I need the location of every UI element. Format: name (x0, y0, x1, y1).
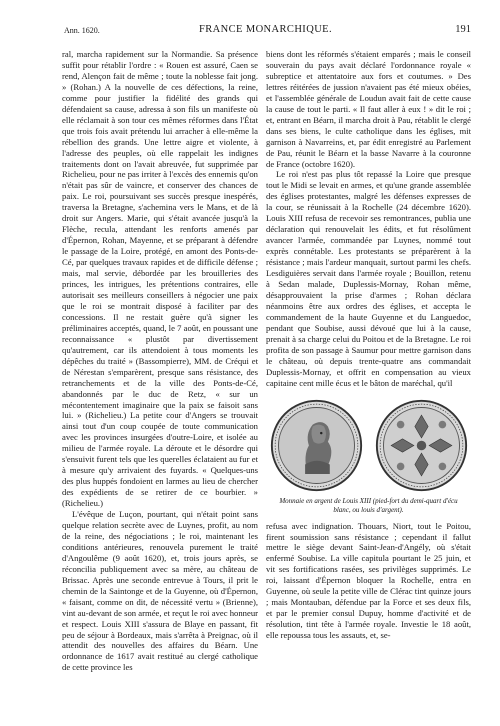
header-year: Ann. 1620. (64, 26, 100, 35)
coin-reverse-image (374, 398, 469, 493)
paragraph: L'évêque de Luçon, pourtant, qui n'était point sans quelque relation secrète avec de Luynes, profit, au nom de la reine, des négociations ; le roi, maintenant les conditions antérieures, renouvela purement le traité d'Angoulême (9 août 1620), et, trois jours après, se réconcilia publiquement avec sa mère, au château de Brissac. Après une seconde entrevue à Tours, il prit le chemin de la Saintonge et de la Guyenne, où d'Épernon, « faisant, comme on dit, de nécessité vertu » (Brienne), vint au-devant de son armée, et reçut le roi avec honneur et respect. Louis XIII s'assura de Blaye en passant, fit peu de séjour à Bordeaux, mais s'arrêta à Preignac, où il attendit des nouvelles des affaires du Béarn. Une ordonnance de 1617 avait restitué au clergé catholique de cette province les (62, 509, 258, 673)
right-column (266, 49, 471, 641)
paragraph: ral, marcha rapidement sur la Normandie. Sa présence suffit pour rétablir l'ordre : « Rouen est assuré, Caen se rend, Alençon fait de même ; toute la noblesse fait jong. » (Rohan.) A la nouvelle de ces défections, la reine, comme pour justifier la fidélité des grands qui défendaient sa cause, adressa à son fils un manifeste où elle réclamait à son tour ces mêmes réformes dans l'État que trois fois avait prétendu lui arracher à elle-même la rébellion des grands. Une lettre aigre et violente, à l'adresse des peuples, où elle rappelait les indignes traitements dont on l'avait abreuvée, fut supprimée par Richelieu, pour ne pas irriter à l'excès des ennemis qu'on n'était pas sûr de vaincre, et conserver des chances de paix. Le roi, poursuivant ses succès presque inespérés, traversa la Bretagne, s'achemina vers le Mans, et de là droit sur Angers. Marie, qui s'était avancée jusqu'à la Flèche, recula, attendant les renforts amenés par d'Épernon, Rohan, Mayenne, et se préparant à défendre le passage de la Loire, protégé, en amont des Ponts-de-Cé, par quelques travaux rapides et de difficile défense ; mais, mal servie, débordée par les brouilleries des princes, les intrigues, les prétentions contraires, elle autorisait ses meilleurs conseillers à négocier une paix que le roi se montrait disposé à faciliter par des concessions. Il ne restait guère qu'à signer les préliminaires acceptés, quand, le 7 août, en poussant une reconnaissance « plustôt par divertissement qu'autrement, car ils attendoient à tous moments les dépêches du traité » (Bassompierre), MM. de Créqui et de Nérestan s'emparèrent, presque sans résistance, des retranchements et de la ville des Ponts-de-Cé, abandonnés par le duc de Retz, « sur un mécontentement imaginaire que la paix se faisoit sans lui. » (Richelieu.) La petite cour d'Angers se trouvait ainsi tout d'un coup coupée de toute communication avec les provinces insurgées d'outre-Loire, et isolée au milieu de l'armée royale. La déroute et le désordre qui s'ensuivit furent tels que les querelles éclataient au fur et à mesure qu'y arrivaient des fuyards. « Quelques-uns des plus huppés fondoient en larmes au lieu de chercher des expédients de se retirer de ce bourbier. » (Richelieu.) (62, 49, 258, 509)
illustration-caption: Monnaie en argent de Louis XIII (pied-fort du demi-quart d'écu blanc, ou louis d'argent). (279, 496, 458, 514)
paragraph: biens dont les réformés s'étaient emparés ; mais le conseil souverain du pays avait déclaré l'ordonnance royale « subreptice et attentatoire aux fors et coutumes. » Des lettres réitérées de jussion n'avaient pas été mieux obéies, et l'assemblée générale de Loudun avait fait de cette cause la cause de tout le parti. « Il faut aller à eux ! » dit le roi ; et, entrant en Béarn, il marcha droit à Pau, rétablit le clergé dans ses biens, le culte catholique dans les églises, mit garnison à Navarreins, et, par édit enregistré au Parlement de Pau, réunit le Béarn et la basse Navarre à la couronne de France (octobre 1620). (266, 49, 471, 169)
paragraph: refusa avec indignation. Thouars, Niort, tout le Poitou, firent soumission sans résistance ; cependant il fallut mettre le siège devant Saint-Jean-d'Angély, où s'était enfermé Soubise. La ville capitula pourtant le 25 juin, et vit ses fortifications rasées, ses privilèges supprimés. Le roi, laissant d'Épernon bloquer la Rochelle, entra en Guyenne, où seule la petite ville de Clérac tint quinze jours ; mais Montauban, défendue par la Force et ses deux fils, et par le premier consul Dupuy, homme d'activité et de résolution, tint tête à l'armée royale. Investie le 18 août, elle repoussa tous les assauts, et, se- (266, 520, 471, 641)
header-title: FRANCE MONARCHIQUE. (198, 24, 333, 35)
page-number: 191 (455, 24, 471, 35)
coin-illustration (266, 398, 471, 493)
paragraph: Le roi n'est pas plus tôt repassé la Loire que presque tout le Midi se levait en armes, et qu'une grande assemblée des églises protestantes, malgré les défenses expresses de la cour, se réunissait à la Rochelle (24 décembre 1620). Louis XIII refusa de recevoir ses remontrances, publia une déclaration qui renouvelait les édits, et fut résolûment avancer l'armée, commandée par Luynes, nommé tout exprès connétable. Les protestants se préparèrent à la résistance ; mais l'ardeur manquait, surtout parmi les chefs. Lesdiguières servait dans l'armée royale ; Bouillon, retenu à Sedan malade, Duplessis-Mornay, Rohan même, désapprouvaient la prise d'armes ; Rohan déclara néanmoins être aux ordres des églises, et accepta le commandement de la haute Guyenne et du Languedoc, pendant que Soubise, aussi dévoué que lui à la cause, prenait à sa charge celui du Poitou et de la Bretagne. Le roi profita de son passage à Saumur pour mettre garnison dans le château, où depuis trente-quatre ans commandait Duplessis-Mornay, et offrit en compensation au vieux capitaine cent mille écus et le bâton de maréchal, qu'il (266, 169, 471, 388)
coin-obverse-image (269, 398, 364, 493)
left-column (62, 49, 258, 673)
running-header (60, 24, 471, 38)
